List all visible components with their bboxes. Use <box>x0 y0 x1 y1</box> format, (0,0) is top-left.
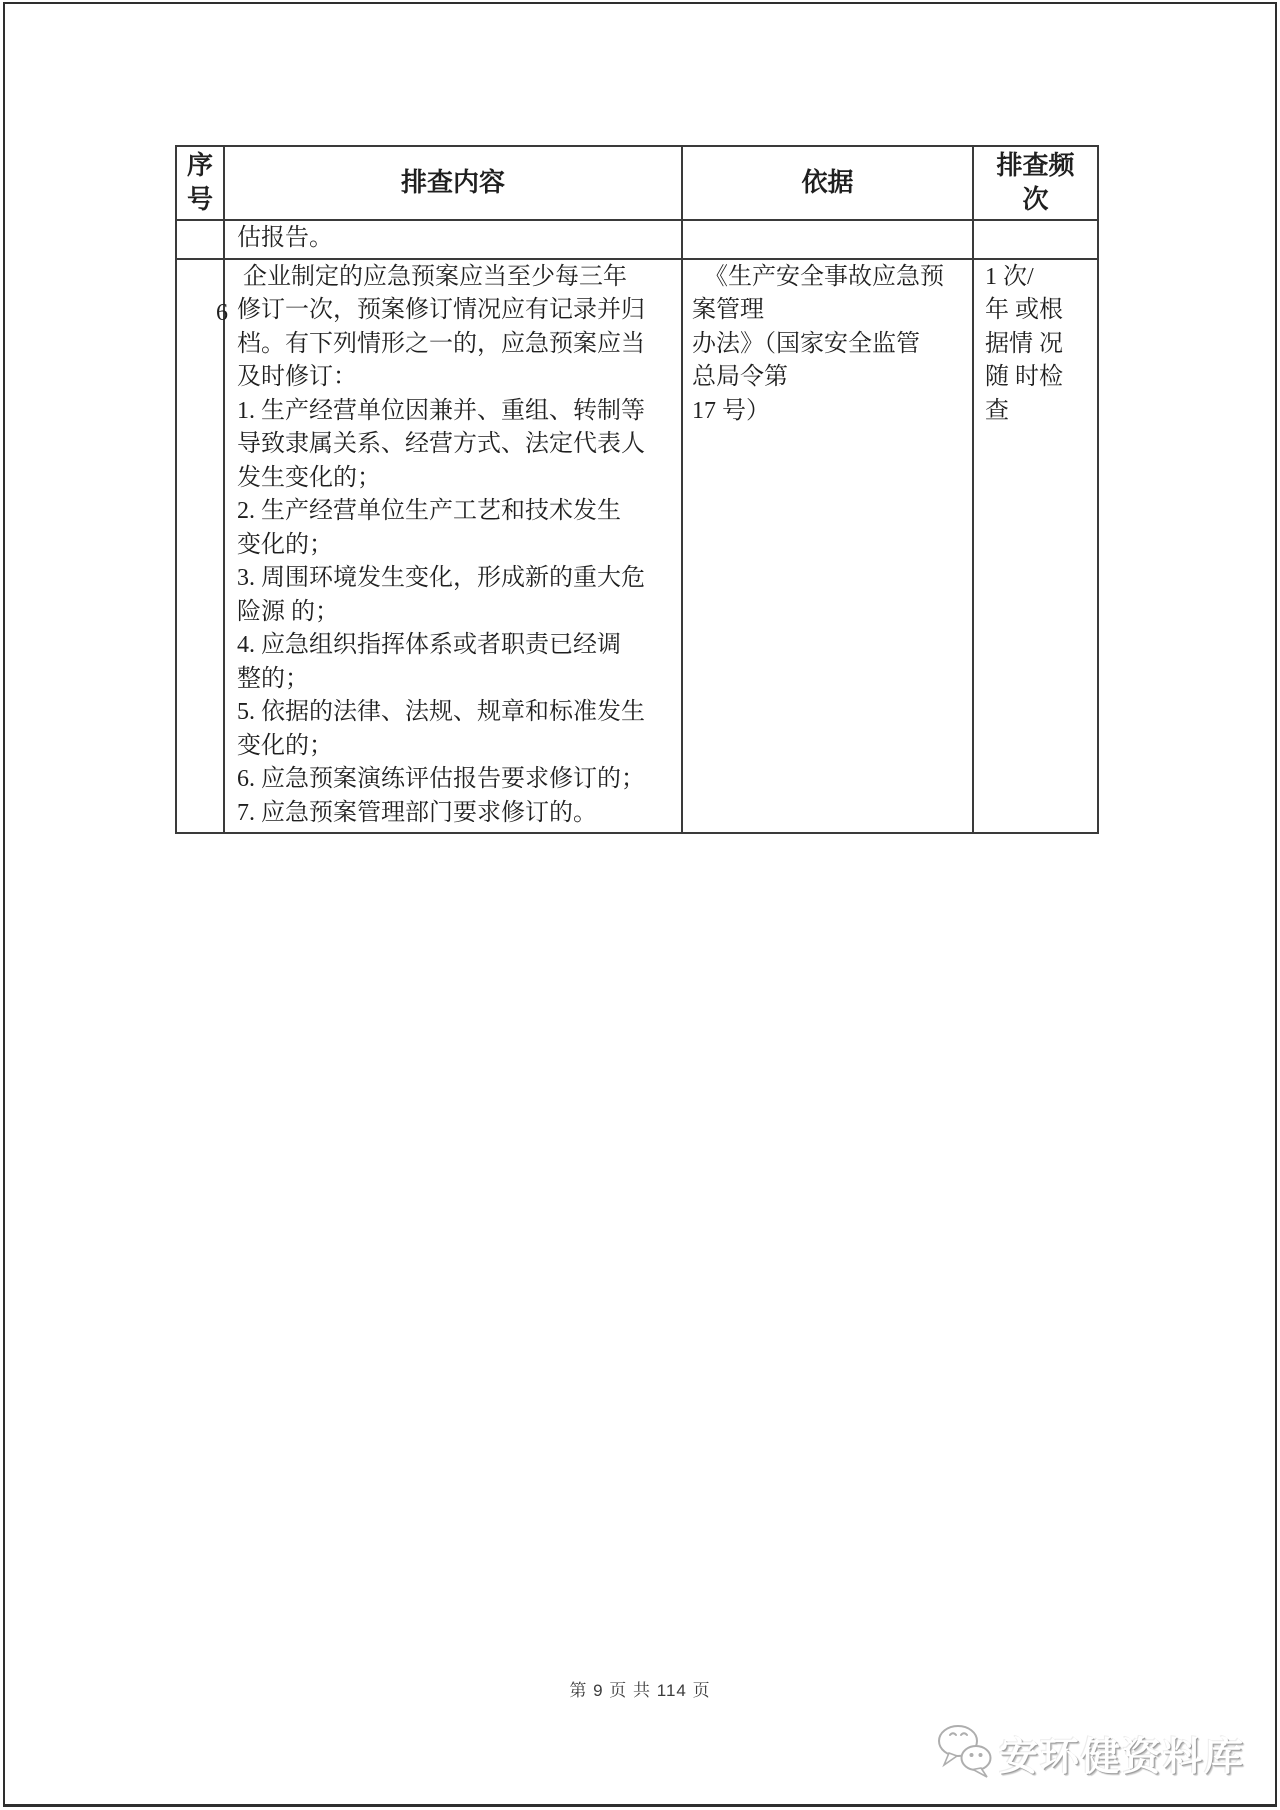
header-content: 排查内容 <box>224 146 682 220</box>
header-frequency: 排查频次 <box>973 146 1098 220</box>
wechat-chat-bubbles-icon <box>937 1722 993 1785</box>
brand-watermark <box>937 1722 1245 1785</box>
cell-basis: 《生产安全事故应急预 案管理 办法》（国家安全监管 总局令第 17 号） <box>682 259 973 834</box>
cell-basis <box>682 220 973 259</box>
header-basis: 依据 <box>682 146 973 220</box>
cell-seq <box>176 220 224 259</box>
inspection-table <box>175 145 1099 834</box>
table-row <box>176 259 1098 834</box>
cell-seq <box>176 259 228 834</box>
cell-frequency: 1 次/ 年 或根 据情 况 随 时检 查 <box>973 259 1098 834</box>
cell-content: 企业制定的应急预案应当至少每三年 修订一次，预案修订情况应有记录并归 档。有下列情形之一的，应急预案应当 及时修订： 1. 生产经营单位因兼并、重组、转制等 导致隶属关系、经营方式、法定代表人 发生变化的； 2. 生产经营单位生产工艺和技术发生 变化的； 3. 周围环境发生变化，形成新的重大危 险源 的； 4. 应急组织指挥体系或者职责已经调 整的； 5. 依据的法律、法规、规章和标准发生 变化的； 6. 应急预案演练评估报告要求修订的； 7. 应急预案管理部门要求修订的。 <box>224 259 682 834</box>
table-header-row <box>176 146 1098 220</box>
header-seq: 序号 <box>176 146 224 220</box>
cell-content: 估报告。 <box>224 220 682 259</box>
brand-name: 安环健资料库 <box>998 1735 1245 1779</box>
table-row <box>176 220 1098 259</box>
page-number: 第 9 页 共 114 页 <box>569 1681 711 1700</box>
cell-frequency <box>973 220 1098 259</box>
row-number: 6 <box>216 299 228 326</box>
